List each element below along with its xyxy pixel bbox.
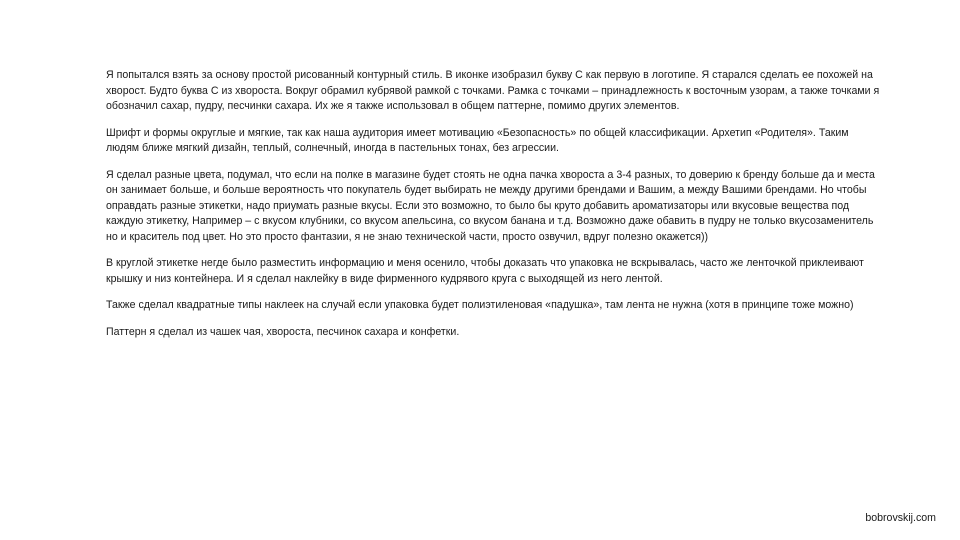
paragraph-colors: Я сделал разные цвета, подумал, что если на полке в магазине будет стоять не одна пачка хвороста а 3-4 разных, то доверию к бренду больше да и места он занимает больше, и больше вероятность что покупатель будет выбирать не между другими брендами и Вашим, а между Вашими брендами. Но чтобы оправдать разные этикетки, надо приумать разные вкусы. Если это возможно, то было бы круто добавить ароматизаторы или вкусовые вещества под каждую этикетку, Например – с вкусом клубники, со вкусом апельсина, со вкусом банана и т.д. Возможно даже обавить в пудру не только вкусозаменитель но и краситель под цвет. Но это просто фантазии, я не знаю технической части, просто озвучил, вдруг полезно окажется)): [106, 168, 875, 243]
paragraph-square-stickers: Также сделал квадратные типы наклеек на случай если упаковка будет полиэтиленовая «падушка», там лента не нужна (хотя в принципе тоже можно): [106, 299, 854, 311]
footer-website: bobrovskij.com: [865, 512, 936, 524]
paragraph-style: Я попытался взять за основу простой рисованный контурный стиль. В иконке изобразил букву С как первую в логотипе. Я старался сделать ее похожей на хворост. Будто буква С из хвороста. Вокруг обрамил кубрявой рамкой с точками. Рамка с точками – принадлежность к восточным узорам, а также точками я обозначил сахар, пудру, песчинки сахара. Их же я также использовал в общем паттерне, помимо других элементов.: [106, 69, 880, 112]
document-body: [106, 68, 884, 351]
paragraph-fonts: Шрифт и формы округлые и мягкие, так как наша аудитория имеет мотивацию «Безопасность» по общей классификации. Архетип «Родителя». Таким людям ближе мягкий дизайн, теплый, солнечный, иногда в пастельных тонах, без агрессии.: [106, 126, 849, 154]
paragraph-round-label: В круглой этикетке негде было разместить информацию и меня осенило, чтобы доказать что упаковка не вскрывалась, часто же ленточкой приклеивают крышку и низ контейнера. И я сделал наклейку в виде фирменного кудрявого круга с выходящей из него лентой.: [106, 257, 864, 285]
paragraph-pattern: Паттерн я сделал из чашек чая, хвороста, песчинок сахара и конфетки.: [106, 325, 460, 338]
